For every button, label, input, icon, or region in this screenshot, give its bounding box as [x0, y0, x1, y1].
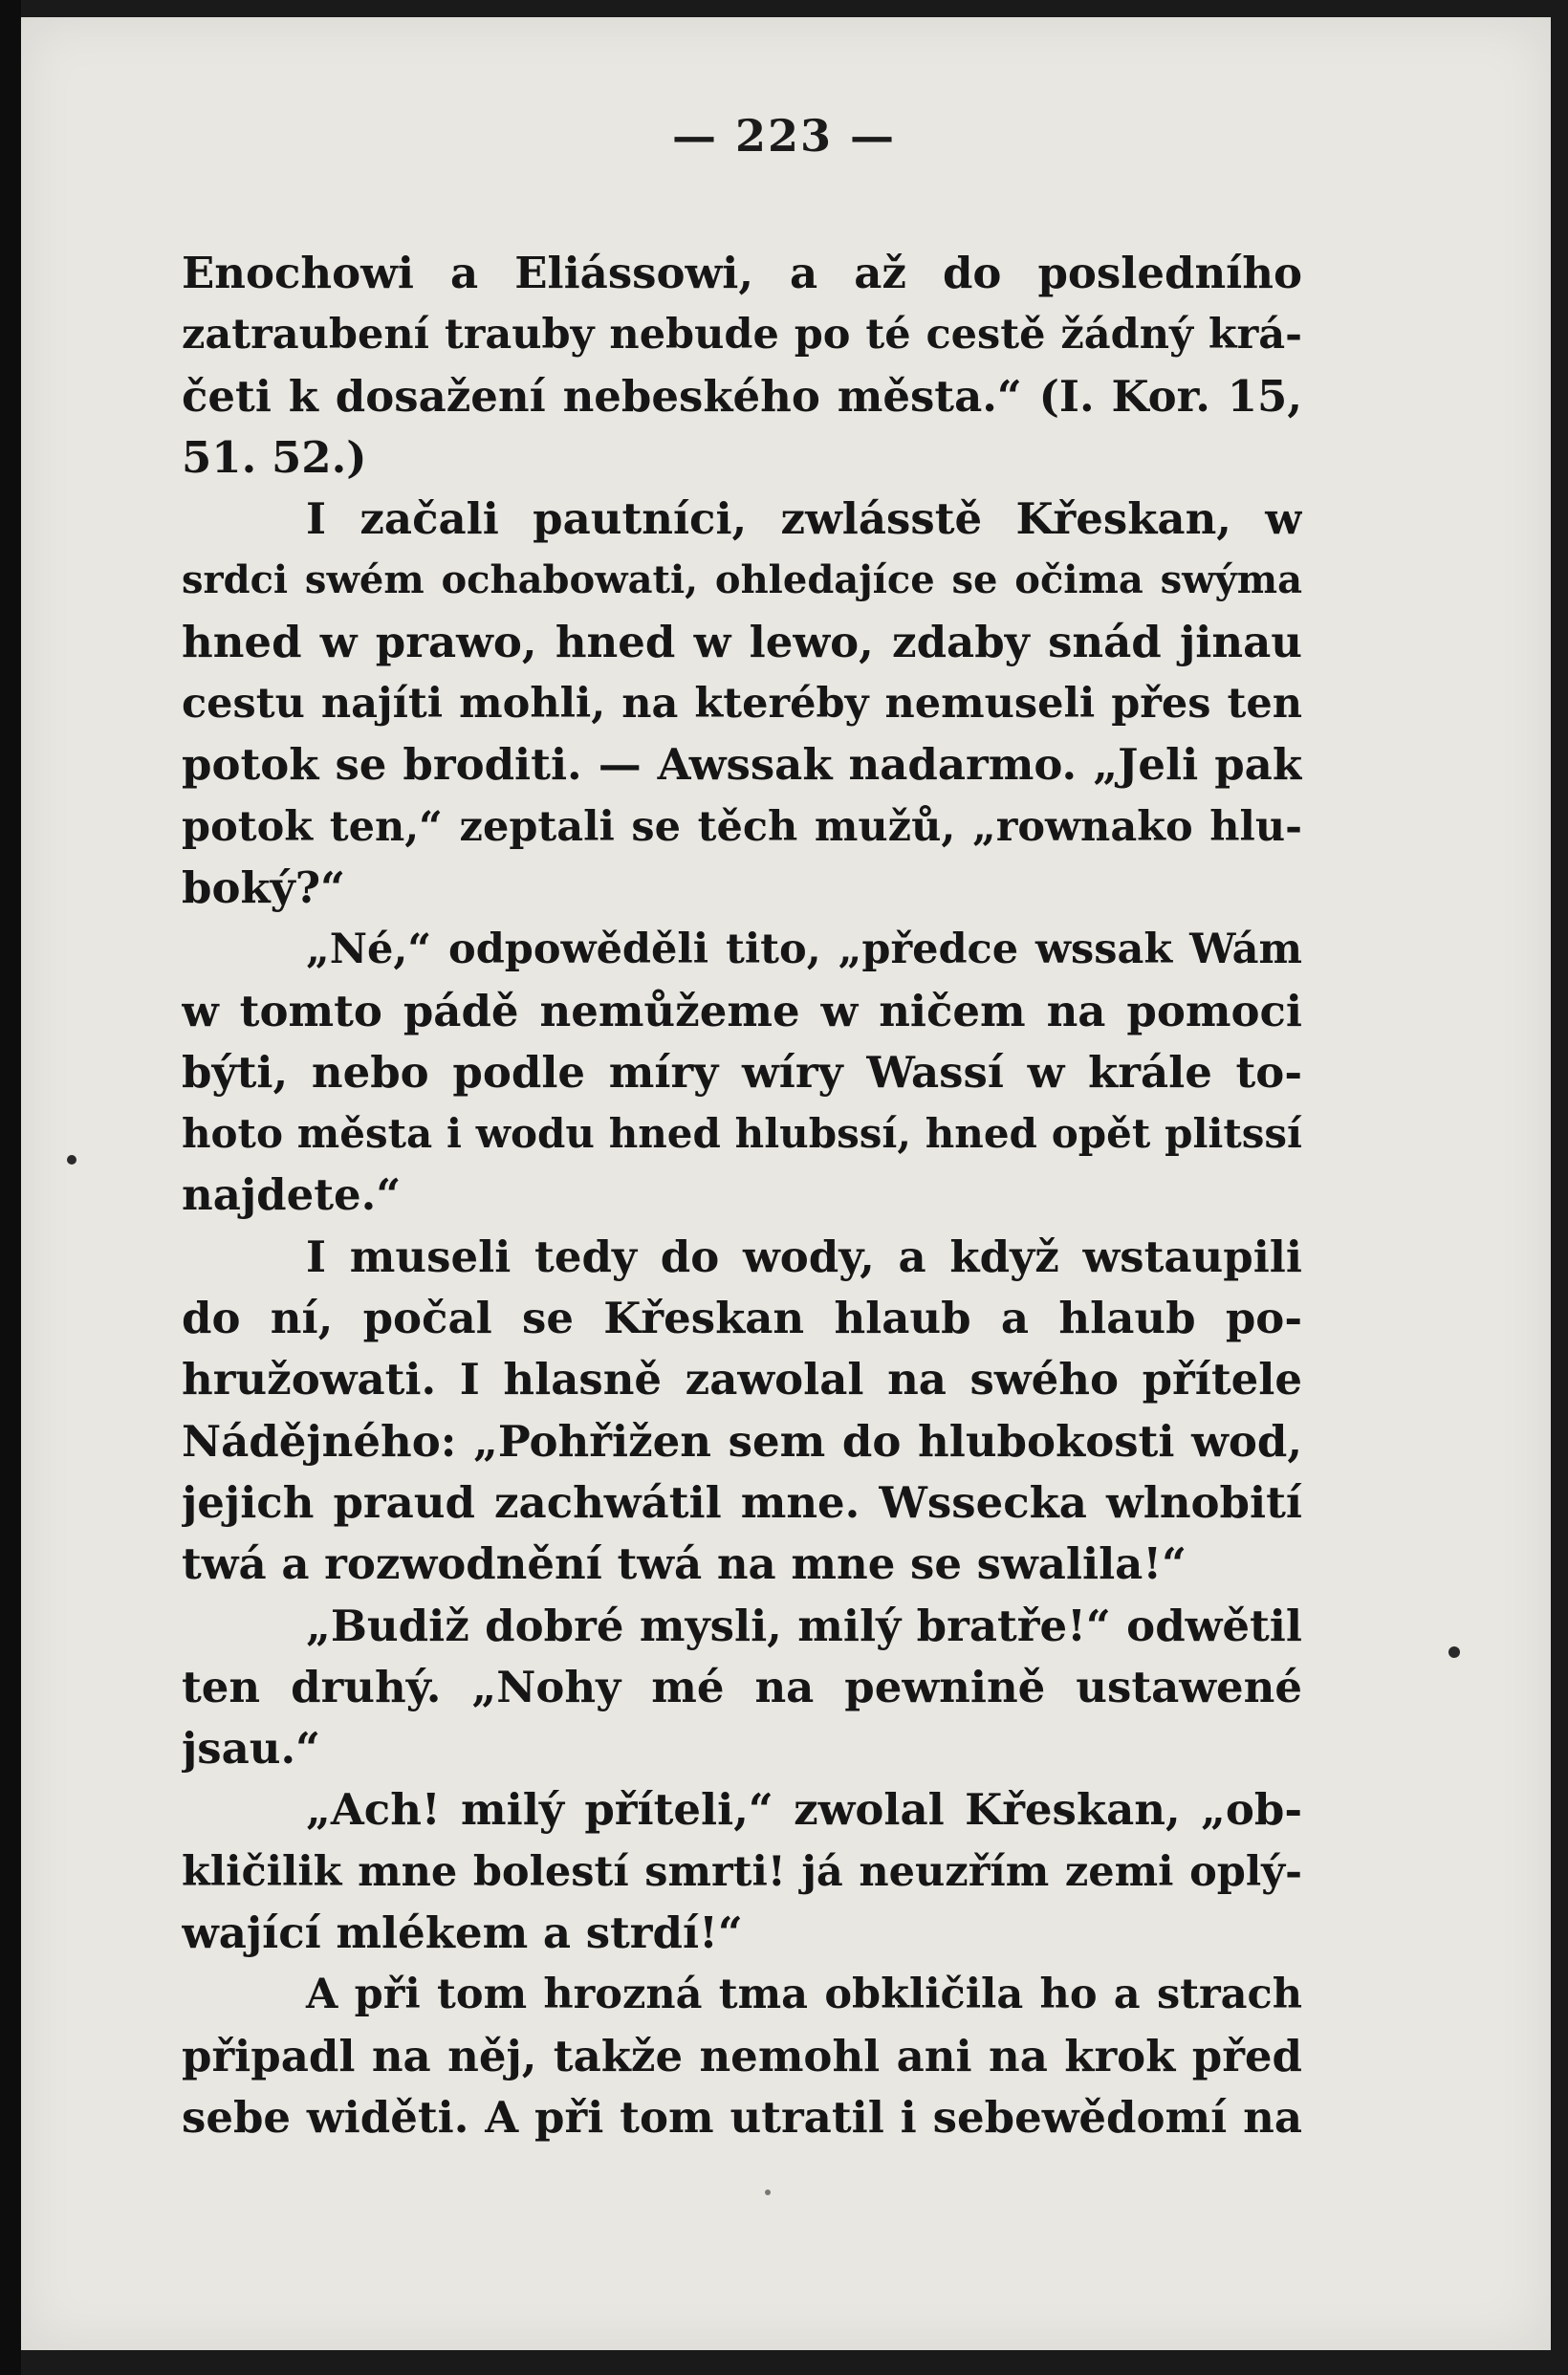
text-line: 51. 52.): [182, 431, 367, 483]
body-text: [182, 243, 1302, 2148]
text-line: twá a rozwodnění twá na mne se swalila!“: [182, 1538, 1187, 1590]
text-line: I začali pautníci, zwlásstě Křeskan, w: [306, 493, 1302, 545]
text-line: Enochowi a Eliássowi, a až do posledního: [182, 248, 1302, 298]
text-line: kličilik mne bolestí smrti! já neuzřím zemi oplý-: [182, 1847, 1302, 1896]
text-line: cestu najíti mohli, na kteréby nemuseli přes ten: [182, 680, 1302, 729]
print-speck: [1448, 1646, 1460, 1658]
page-number: — 223 —: [671, 110, 897, 162]
text-line: I museli tedy do wody, a když wstaupili: [306, 1231, 1302, 1282]
text-line: ten druhý. „Nohy mé na pewnině ustawené: [182, 1661, 1302, 1712]
text-line: wající mlékem a strdí!“: [182, 1907, 743, 1959]
text-line: „Ach! milý příteli,“ zwolal Křeskan, „ob-: [306, 1784, 1302, 1836]
text-line: A při tom hrozná tma obkličila ho a strach: [306, 1971, 1302, 2019]
text-line: hružowati. I hlasně zawolal na swého přítele: [182, 1354, 1302, 1405]
scan-left-edge: [0, 0, 21, 2375]
text-line: jejich praud zachwátil mne. Wssecka wlnobití: [182, 1476, 1302, 1528]
print-speck: [765, 2190, 771, 2195]
text-line: srdci swém ochabowati, ohledajíce se očima swýma: [182, 557, 1302, 603]
print-speck: [67, 1155, 76, 1165]
text-line: zatraubení trauby nebude po té cestě žádný krá-: [182, 311, 1302, 360]
text-line: hoto města i wodu hned hlubssí, hned opět plitssí: [182, 1110, 1302, 1158]
text-line: připadl na něj, takže nemohl ani na krok před: [182, 2030, 1302, 2081]
text-line: do ní, počal se Křeskan hlaub a hlaub po-: [182, 1293, 1302, 1344]
text-line: boký?“: [182, 861, 346, 913]
text-line: „Budiž dobré mysli, milý bratře!“ odwětil: [306, 1600, 1302, 1651]
text-line: „Né,“ odpowěděli tito, „předce wssak Wám: [306, 926, 1302, 974]
text-line: potok ten,“ zeptali se těch mužů, „rownako hlu-: [182, 802, 1302, 851]
text-line: najdete.“: [182, 1169, 402, 1221]
text-line: hned w prawo, hned w lewo, zdaby snád jinau: [182, 616, 1302, 667]
text-line: potok se broditi. — Awssak nadarmo. „Jeli pak: [182, 739, 1302, 791]
text-line: četi k dosažení nebeského města.“ (I. Kor. 15,: [182, 370, 1302, 422]
text-line: jsau.“: [182, 1723, 321, 1775]
text-line: w tomto pádě nemůžeme w ničem na pomoci: [182, 985, 1302, 1036]
text-line: Nádějného: „Pohřižen sem do hlubokosti wod,: [182, 1415, 1302, 1467]
text-line: býti, nebo podle míry wíry Wassí w krále to-: [182, 1046, 1302, 1098]
text-line: sebe widěti. A při tom utratil i sebewědomí na: [182, 2091, 1302, 2143]
